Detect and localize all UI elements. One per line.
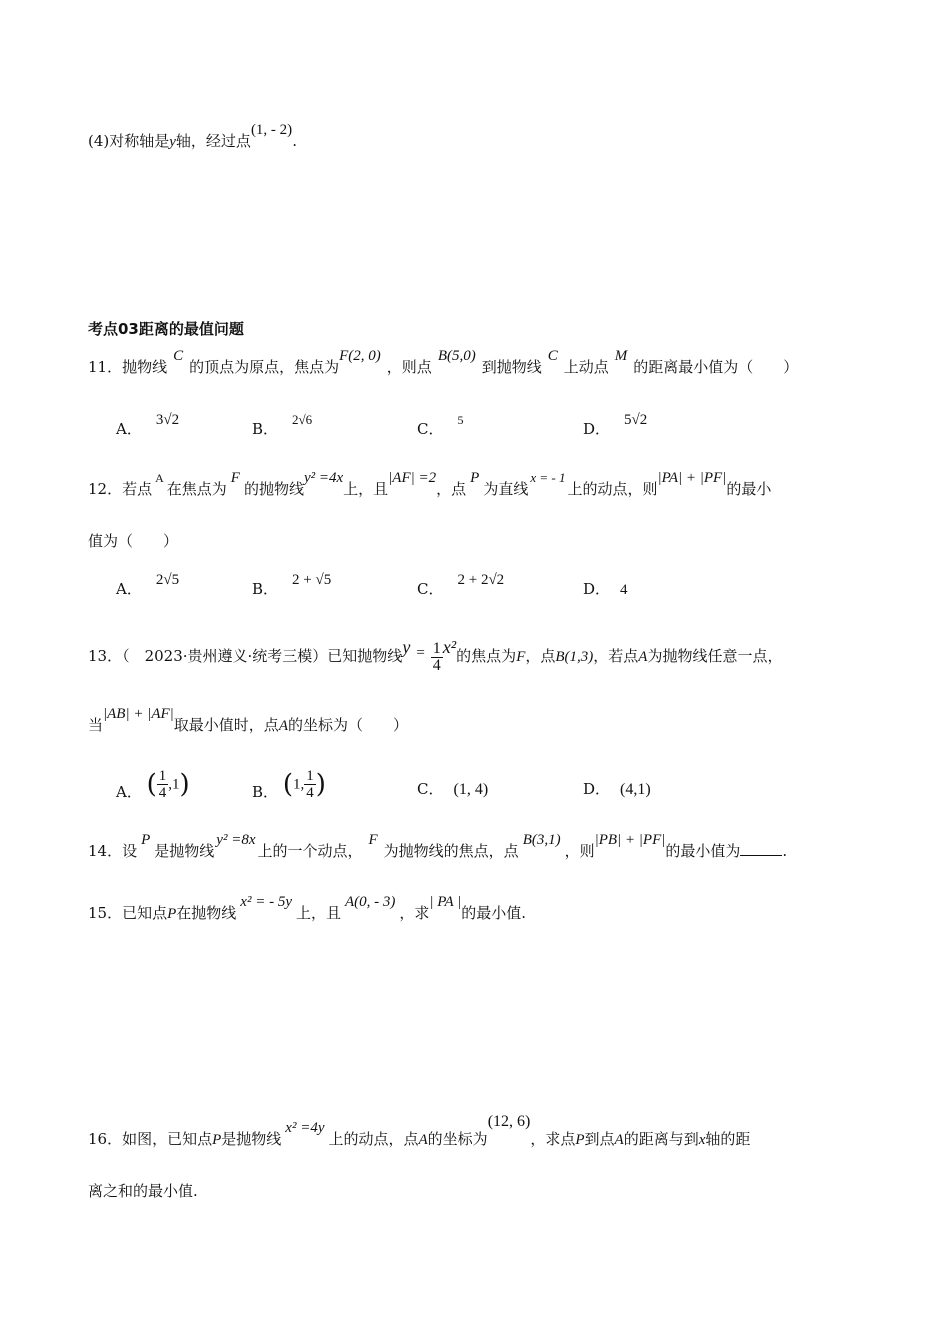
option-value: 1, bbox=[292, 776, 305, 793]
q16-point-p: P bbox=[212, 1132, 222, 1148]
q16-line2: 离之和的最小值. bbox=[88, 1182, 198, 1200]
q14-point-b: B(3,1) bbox=[522, 832, 561, 848]
q13-text: 的焦点为 bbox=[456, 647, 517, 665]
option-label: D． bbox=[583, 780, 611, 798]
q12-focus: F bbox=[230, 470, 240, 486]
option-label: B． bbox=[252, 782, 279, 801]
q12-parabola-equation: y² =4x bbox=[303, 470, 344, 486]
q12-text: 上的动点，则 bbox=[567, 480, 658, 498]
q14-text: 为抛物线的焦点，点 bbox=[383, 842, 519, 860]
q11-number: 11． bbox=[88, 358, 123, 376]
option-value: (1, 4) bbox=[453, 781, 489, 798]
option-value: 2 + 2√2 bbox=[457, 572, 505, 588]
q11-curve: C bbox=[547, 348, 558, 364]
q13-text: 当 bbox=[88, 716, 104, 734]
q13-text: ，点 bbox=[525, 647, 556, 665]
option-label: D． bbox=[583, 420, 611, 438]
q15-point-a: A(0, - 3) bbox=[345, 894, 396, 910]
option-value: ,1 bbox=[168, 776, 180, 793]
q16-text: 的坐标为 bbox=[427, 1130, 488, 1148]
q11-text: 抛物线 bbox=[122, 358, 168, 376]
q11-point-m: M bbox=[614, 348, 628, 364]
q16-parabola-equation: x² =4y bbox=[285, 1120, 325, 1136]
q13-option-c bbox=[417, 778, 488, 801]
q16-coordinate: (12, 6) bbox=[487, 1113, 531, 1130]
fraction-denominator: 4 bbox=[158, 785, 167, 801]
q11-option-d bbox=[583, 412, 648, 441]
q14-text: 是抛物线 bbox=[154, 842, 215, 860]
q16-text: 是抛物线 bbox=[221, 1130, 282, 1148]
q15-text: 上，且 bbox=[295, 904, 341, 922]
q12-point-p: P bbox=[470, 470, 480, 486]
q11-curve: C bbox=[173, 348, 184, 364]
option-label: C． bbox=[417, 580, 444, 598]
q13-text: 为抛物线任意一点， bbox=[647, 647, 783, 665]
q13-point-a: A bbox=[278, 718, 288, 734]
option-label: D． bbox=[583, 580, 611, 598]
question-13 bbox=[88, 638, 782, 674]
question-12 bbox=[88, 470, 772, 501]
q15-text: 在抛物线 bbox=[176, 904, 237, 922]
q12-option-b bbox=[252, 572, 332, 601]
fraction-denominator: 4 bbox=[306, 785, 314, 801]
q12-text: 在焦点为 bbox=[166, 480, 227, 498]
q13-equals: = bbox=[416, 645, 425, 661]
question-16 bbox=[88, 1113, 751, 1151]
q13-option-a bbox=[116, 768, 190, 801]
q13-option-b bbox=[252, 768, 326, 801]
prev-question bbox=[88, 122, 297, 153]
q14-point-p: P bbox=[141, 832, 151, 848]
option-value: 3√2 bbox=[155, 412, 180, 428]
section-title: 考点03距离的最值问题 bbox=[88, 320, 244, 338]
q12-text: 上，且 bbox=[343, 480, 389, 498]
q12-option-c bbox=[417, 572, 505, 601]
q15-parabola-equation: x² = - 5y bbox=[240, 894, 292, 910]
fraction-numerator: 1 bbox=[432, 639, 441, 657]
q16-text: 到点 bbox=[584, 1130, 615, 1148]
q11-text: 上动点 bbox=[563, 358, 609, 376]
q11-option-c bbox=[417, 413, 464, 441]
option-value: 5 bbox=[457, 413, 464, 427]
question-11 bbox=[88, 348, 799, 379]
fraction-numerator: 1 bbox=[158, 768, 167, 784]
option-label: A． bbox=[116, 782, 142, 801]
q13-x-squared: x² bbox=[442, 637, 457, 657]
q13-text: （ 2023·贵州遵义·统考三模）已知抛物线 bbox=[122, 647, 403, 665]
q13-point-b: B(1,3) bbox=[555, 649, 594, 665]
option-fraction bbox=[304, 768, 316, 801]
q13-text: 的坐标为（ ） bbox=[287, 716, 408, 734]
answer-blank[interactable] bbox=[740, 841, 782, 856]
q13-option-d bbox=[583, 778, 651, 801]
paren-close: ) bbox=[179, 769, 190, 800]
q13-focus: F bbox=[516, 649, 526, 665]
option-label: A． bbox=[116, 580, 142, 598]
q16-text: 上的动点，点 bbox=[328, 1130, 419, 1148]
q16-text: 如图，已知点 bbox=[122, 1130, 213, 1148]
q14-text: 的最小值为 bbox=[665, 842, 741, 860]
q15-number: 15． bbox=[88, 904, 123, 922]
q16-text: 轴的距 bbox=[705, 1130, 751, 1148]
option-value: 5√2 bbox=[624, 412, 648, 428]
option-value: 2√5 bbox=[155, 572, 180, 588]
q12-point-a: A bbox=[155, 471, 164, 485]
q12-line2: 值为（ ） bbox=[88, 532, 179, 550]
q12-text: 的最小 bbox=[726, 480, 772, 498]
q14-end: . bbox=[782, 842, 788, 860]
q16-x-axis: x bbox=[698, 1132, 706, 1148]
q13-number: 13． bbox=[88, 647, 123, 665]
option-label: B． bbox=[252, 580, 279, 598]
option-label: B． bbox=[252, 420, 279, 438]
prev-text: (4)对称轴是 bbox=[88, 132, 170, 150]
q16-text: 的距离与到 bbox=[623, 1130, 699, 1148]
question-15 bbox=[88, 894, 527, 925]
prev-end: . bbox=[292, 132, 297, 150]
prev-point: (1, - 2) bbox=[250, 122, 293, 138]
q11-option-b bbox=[252, 412, 313, 441]
q16-text: ，求点 bbox=[530, 1130, 576, 1148]
q14-text: ，则 bbox=[564, 842, 595, 860]
fraction-numerator: 1 bbox=[306, 768, 314, 784]
fraction-denominator: 4 bbox=[432, 656, 441, 674]
q15-text: 的最小值. bbox=[461, 904, 527, 922]
option-value: 2 + √5 bbox=[292, 572, 332, 588]
q11-focus: F(2, 0) bbox=[339, 348, 381, 364]
q14-distance-sum: |PB| + |PF| bbox=[594, 832, 666, 848]
q13-y: y bbox=[402, 637, 411, 657]
q11-text: ，则点 bbox=[386, 358, 432, 376]
q15-text: ，求 bbox=[399, 904, 430, 922]
option-label: C． bbox=[417, 420, 444, 438]
q16-point-p: P bbox=[575, 1132, 585, 1148]
q12-distance-sum: |PA| + |PF| bbox=[657, 470, 727, 486]
option-label: C． bbox=[417, 780, 444, 798]
q11-text: 的顶点为原点，焦点为 bbox=[189, 358, 340, 376]
q11-point-b: B(5,0) bbox=[437, 348, 476, 364]
prev-text-mid: 轴，经过点 bbox=[175, 132, 251, 150]
q16-point-a: A bbox=[614, 1132, 624, 1148]
q16-point-a: A bbox=[418, 1132, 428, 1148]
q14-text: 设 bbox=[122, 842, 138, 860]
option-value: 2√6 bbox=[292, 412, 313, 427]
q13-point-a: A bbox=[638, 649, 648, 665]
q12-text: 的抛物线 bbox=[243, 480, 304, 498]
q13-fraction bbox=[431, 641, 443, 674]
q11-option-a bbox=[116, 412, 180, 441]
q12-option-d bbox=[583, 578, 628, 601]
q12-text: ，点 bbox=[436, 480, 467, 498]
q16-number: 16． bbox=[88, 1130, 123, 1148]
q12-number: 12． bbox=[88, 480, 123, 498]
q13-line2 bbox=[88, 706, 408, 737]
q11-text: 到抛物线 bbox=[481, 358, 542, 376]
q15-distance: | PA | bbox=[429, 894, 462, 910]
option-fraction bbox=[157, 768, 169, 801]
paren-open: ( bbox=[146, 769, 157, 800]
q13-distance-sum: |AB| + |AF| bbox=[103, 706, 174, 722]
option-value: 4 bbox=[620, 582, 628, 598]
q12-text: 若点 bbox=[122, 480, 153, 498]
q14-text: 上的一个动点， bbox=[257, 842, 363, 860]
q12-directrix: x = - 1 bbox=[530, 470, 566, 485]
q14-number: 14． bbox=[88, 842, 123, 860]
q12-text: 为直线 bbox=[483, 480, 529, 498]
option-value: (4,1) bbox=[620, 781, 651, 798]
paren-close: ) bbox=[315, 769, 326, 800]
q13-text: ，若点 bbox=[593, 647, 639, 665]
question-14 bbox=[88, 832, 788, 863]
q13-text: 取最小值时，点 bbox=[173, 716, 279, 734]
option-label: A． bbox=[116, 420, 142, 438]
paren-open: ( bbox=[282, 769, 293, 800]
q14-focus: F bbox=[368, 832, 378, 848]
q12-distance: |AF| =2 bbox=[388, 470, 437, 486]
q15-point-p: P bbox=[167, 906, 177, 922]
q15-text: 已知点 bbox=[122, 904, 168, 922]
prev-var: y bbox=[169, 134, 176, 150]
q12-option-a bbox=[116, 572, 180, 601]
q14-parabola-equation: y² =8x bbox=[216, 832, 256, 848]
q11-text: 的距离最小值为（ ） bbox=[633, 358, 799, 376]
